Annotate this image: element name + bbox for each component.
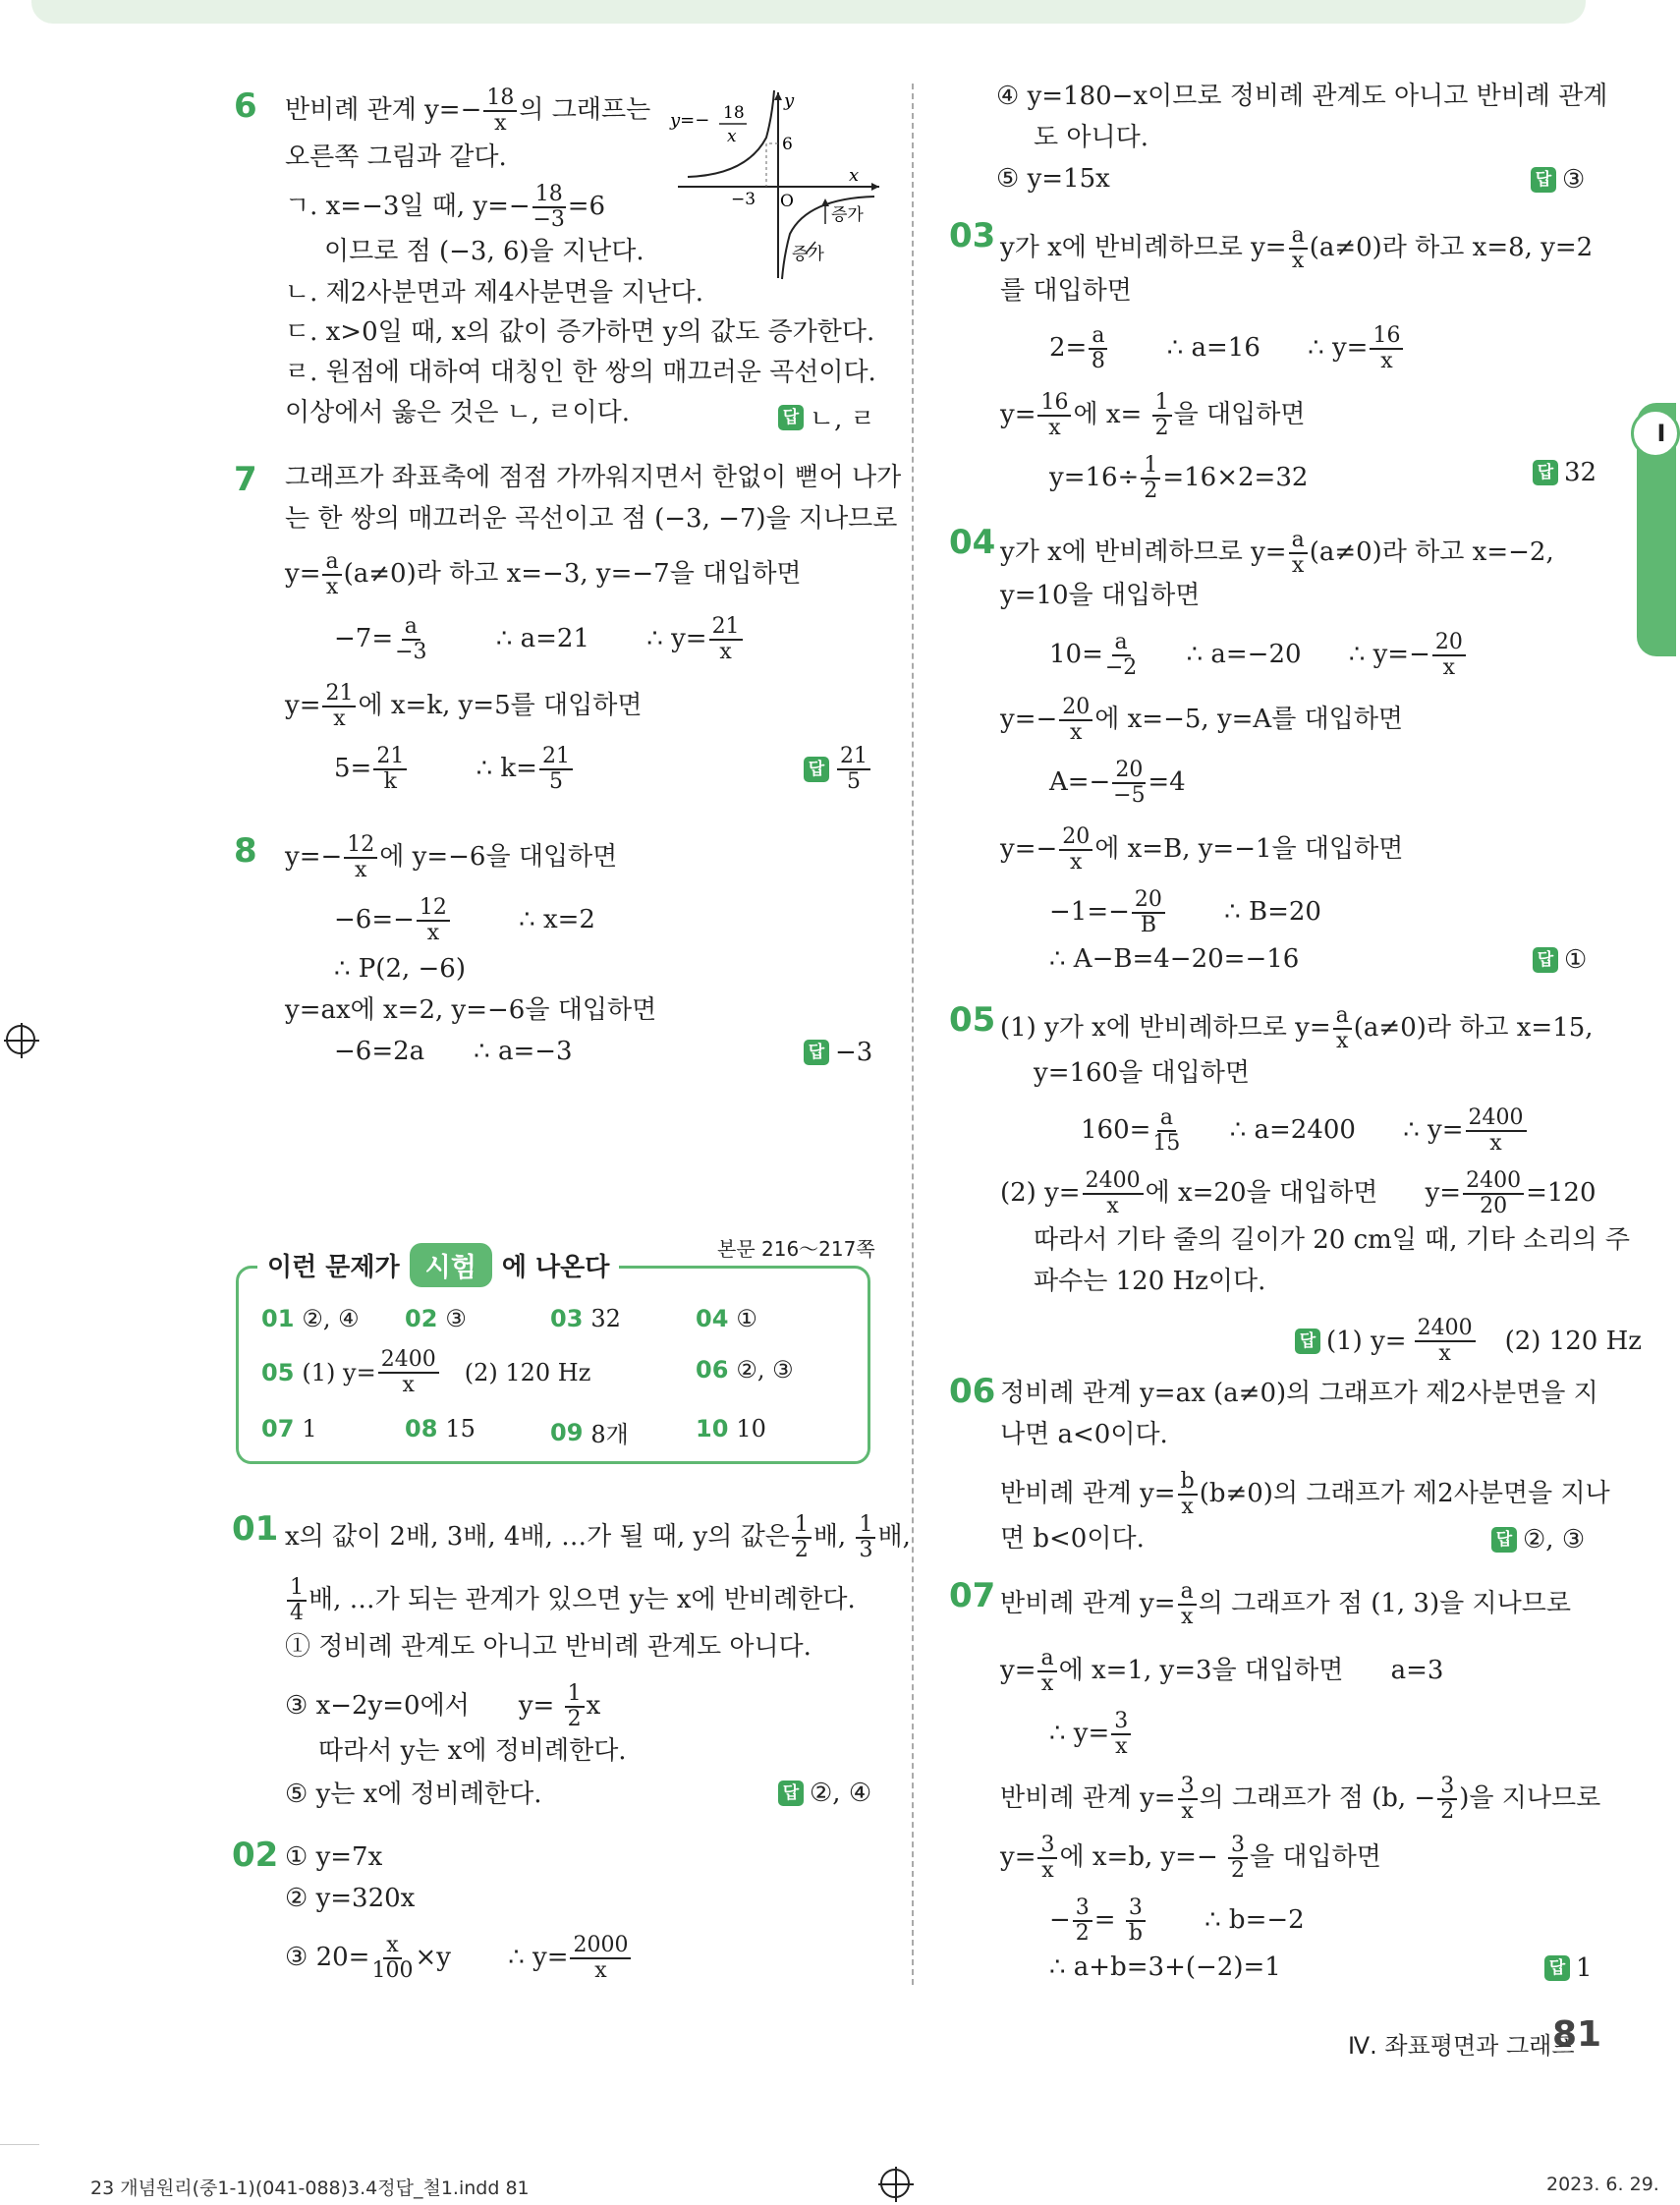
problem-number: 01 xyxy=(232,1509,279,1549)
graph-equation: y=− xyxy=(670,110,710,131)
answer: 답 ㄴ, ㄹ xyxy=(778,399,875,435)
text-line: 5= $\frac{21}{k}$ ∴ k= $\frac{21}{5}$ xyxy=(334,745,575,794)
text-line: −6=− $\frac{12}{x}$ ∴ x=2 xyxy=(334,895,595,945)
text-line: 따라서 기타 줄의 길이가 20 cm일 때, 기타 소리의 주 xyxy=(1034,1225,1631,1255)
problem-number: 07 xyxy=(949,1576,996,1615)
problem-number: 05 xyxy=(949,1000,996,1040)
answer: 답 ②, ③ xyxy=(1491,1525,1585,1555)
text-line: 그래프가 좌표축에 점점 가까워지면서 한없이 뻗어 나가 xyxy=(285,463,902,492)
print-date: 2023. 6. 29. xyxy=(1546,2174,1659,2195)
text-line: (2) y= $\frac{2400}{x}$ 에 x=20을 대입하면 y= $\frac{2400}{20}$ =120 xyxy=(1000,1168,1596,1218)
text-line: ∴ y= $\frac{3}{x}$ xyxy=(1049,1710,1133,1759)
x-tick-neg3: −3 xyxy=(731,190,756,209)
text-line: y=10을 대입하면 xyxy=(1000,581,1201,610)
answer-icon: 답 xyxy=(1491,1527,1517,1553)
chapter-label: Ⅳ. 좌표평면과 그래프 xyxy=(1348,2032,1575,2060)
answer: 답 ③ xyxy=(1531,165,1585,195)
text-line: 반비례 관계 y=− $\frac{18}{x}$ 의 그래프는 xyxy=(285,85,651,136)
text-line: ㄹ. 원점에 대하여 대칭인 한 쌍의 매끄러운 곡선이다. xyxy=(285,358,876,387)
page-reference: 본문 216～217쪽 xyxy=(717,1237,875,1261)
text-line: ⑤ y는 x에 정비례한다. xyxy=(285,1780,542,1809)
file-info: 23 개념원리(중1-1)(041-088)3.4정답_철1.indd 81 xyxy=(90,2177,530,2199)
text-line: 따라서 y는 x에 정비례한다. xyxy=(318,1736,627,1766)
text-line: y= $\frac{3}{x}$ 에 x=b, y=− $\frac{3}{2}$ 을 대입하면 xyxy=(1000,1833,1381,1883)
text-line: y가 x에 반비례하므로 y= $\frac{a}{x}$ (a≠0)라 하고 x=−2, xyxy=(1000,528,1554,578)
hyperbola-graph xyxy=(668,86,884,283)
text-line: 10= $\frac{a}{-2}$ ∴ a=−20 ∴ y=− $\frac{20}{x}$ xyxy=(1049,631,1468,680)
text-line: 를 대입하면 xyxy=(1000,276,1132,306)
text-line: A=− $\frac{20}{-5}$ =4 xyxy=(1049,758,1186,808)
text-line: 반비례 관계 y= $\frac{a}{x}$ 의 그래프가 점 (1, 3)을 지나므로 xyxy=(1000,1579,1571,1629)
exam-item: 02 ③ xyxy=(405,1305,467,1332)
exam-item: 07 1 xyxy=(261,1415,317,1442)
problem-number: 6 xyxy=(234,86,257,126)
text-line: 반비례 관계 y= $\frac{3}{x}$ 의 그래프가 점 (b, − $\frac{3}{2}$ )을 지나므로 xyxy=(1000,1774,1601,1824)
exam-item: 01 ②, ④ xyxy=(261,1305,360,1332)
text-line: 도 아니다. xyxy=(1034,123,1148,152)
text-line: y=− $\frac{20}{x}$ 에 x=−5, y=A를 대입하면 xyxy=(1000,695,1404,745)
exam-highlight: 시험 xyxy=(410,1243,492,1287)
text-line: ③ 20= $\frac{x}{100}$ ×y ∴ y= $\frac{2000}{x}$ xyxy=(285,1934,633,1983)
text-line: y= $\frac{a}{x}$ (a≠0)라 하고 x=−3, y=−7을 대입하면 xyxy=(285,549,802,599)
problem-number: 03 xyxy=(949,216,996,255)
chapter-side-label: I xyxy=(1631,409,1680,458)
text-line: ∴ P(2, −6) xyxy=(334,954,466,984)
text-line: − $\frac{3}{2}$ = $\frac{3}{b}$ ∴ b=−2 xyxy=(1049,1895,1305,1946)
text-line: ㄷ. x>0일 때, x의 값이 증가하면 y의 값도 증가한다. xyxy=(285,317,875,347)
answer-icon: 답 xyxy=(1295,1329,1320,1354)
problem-number: 8 xyxy=(234,831,257,871)
text-line: y=160을 대입하면 xyxy=(1034,1058,1250,1088)
text-line: ∴ a+b=3+(−2)=1 xyxy=(1049,1952,1281,1982)
answer-icon: 답 xyxy=(1533,947,1558,973)
increase-label: 증가 xyxy=(831,205,864,225)
text-line: ③ x−2y=0에서 y= $\frac{1}{2}$ x xyxy=(285,1681,601,1731)
answer: 답 ②, ④ xyxy=(778,1779,871,1808)
text-line: 이므로 점 (−3, 6)을 지난다. xyxy=(324,237,644,266)
page-number: 81 xyxy=(1552,2014,1602,2055)
text-line: y=− $\frac{20}{x}$ 에 x=B, y=−1을 대입하면 xyxy=(1000,824,1404,875)
text-line: 오른쪽 그림과 같다. xyxy=(285,142,507,172)
answer: 답 $\frac{21}{5}$ xyxy=(804,745,872,794)
text-line: ② y=320x xyxy=(285,1884,416,1913)
problem-number: 02 xyxy=(232,1836,279,1875)
text-line: y= $\frac{a}{x}$ 에 x=1, y=3을 대입하면 a=3 xyxy=(1000,1646,1444,1696)
top-band xyxy=(31,0,1586,24)
text-line: ㄴ. 제2사분면과 제4사분면을 지난다. xyxy=(285,278,704,308)
exam-box-header: 이런 문제가 시험 에 나온다 xyxy=(257,1240,619,1289)
text-line: 2= $\frac{a}{8}$ ∴ a=16 ∴ y= $\frac{16}{x}$ xyxy=(1049,324,1405,373)
text-line: ① 정비례 관계도 아니고 반비례 관계도 아니다. xyxy=(285,1632,812,1662)
exam-item: 09 8개 xyxy=(550,1418,629,1448)
text-line: y가 x에 반비례하므로 y= $\frac{a}{x}$ (a≠0)라 하고 x=8, y=2 xyxy=(1000,223,1594,273)
y-axis-label: y xyxy=(784,90,795,111)
text-line: 나면 a<0이다. xyxy=(1000,1420,1168,1449)
text-line: 160= $\frac{a}{15}$ ∴ a=2400 ∴ y= $\frac{2400}{x}$ xyxy=(1081,1106,1529,1156)
text-line: ① y=7x xyxy=(285,1842,383,1872)
answer: 답 ① xyxy=(1533,945,1587,975)
text-line: y=ax에 x=2, y=−6을 대입하면 xyxy=(285,995,657,1025)
text-line: 반비례 관계 y= $\frac{b}{x}$ (b≠0)의 그래프가 제2사분면을 지나 xyxy=(1000,1469,1610,1519)
exam-item: 10 10 xyxy=(696,1415,766,1442)
text-line: y=16÷ $\frac{1}{2}$ =16×2=32 xyxy=(1049,453,1309,503)
problem-number: 04 xyxy=(949,523,996,562)
text-line: ⑤ y=15x xyxy=(996,164,1110,194)
exam-item: 04 ① xyxy=(696,1305,757,1332)
text-line: 파수는 120 Hz이다. xyxy=(1034,1267,1266,1296)
text-line: ∴ A−B=4−20=−16 xyxy=(1049,944,1300,974)
answer-icon: 답 xyxy=(1544,1955,1570,1981)
text-line: −7= $\frac{a}{-3}$ ∴ a=21 ∴ y= $\frac{21}{x}$ xyxy=(334,615,745,664)
text-line: ④ y=180−x이므로 정비례 관계도 아니고 반비례 관계 xyxy=(996,82,1608,111)
answer-icon: 답 xyxy=(1533,460,1558,485)
origin-label: O xyxy=(780,192,794,211)
text-line: 정비례 관계 y=ax (a≠0)의 그래프가 제2사분면을 지 xyxy=(1000,1379,1598,1408)
y-tick-6: 6 xyxy=(782,135,793,154)
problem-number: 7 xyxy=(234,460,257,499)
answer: 답 (1) y= $\frac{2400}{x}$ (2) 120 Hz xyxy=(1295,1317,1642,1366)
column-divider xyxy=(912,84,914,1985)
text-line: y= $\frac{21}{x}$ 에 x=k, y=5를 대입하면 xyxy=(285,681,643,731)
increase-label: 증가 xyxy=(792,245,824,264)
text-line: $\frac{1}{4}$ 배, …가 되는 관계가 있으면 y는 x에 반비례한다. xyxy=(285,1576,856,1625)
answer-icon: 답 xyxy=(1531,167,1556,193)
answer: 답 −3 xyxy=(804,1038,872,1067)
text-line: −1=− $\frac{20}{B}$ ∴ B=20 xyxy=(1049,887,1321,937)
text-line: 이상에서 옳은 것은 ㄴ, ㄹ이다. xyxy=(285,398,630,427)
exam-item: 05 (1) y= $\frac{2400}{x}$ (2) 120 Hz xyxy=(261,1347,591,1397)
graph-equation-denominator: x xyxy=(727,127,737,146)
crop-mark xyxy=(0,2144,39,2145)
answer-icon: 답 xyxy=(804,1040,829,1065)
registration-mark-icon xyxy=(880,2169,910,2198)
problem-number: 06 xyxy=(949,1372,996,1411)
answer-icon: 답 xyxy=(778,405,804,430)
answer: 답 32 xyxy=(1533,458,1596,487)
text-line: (1) y가 x에 반비례하므로 y= $\frac{a}{x}$ (a≠0)라 하고 x=15, xyxy=(1000,1003,1594,1053)
text-line: y=− $\frac{12}{x}$ 에 y=−6을 대입하면 xyxy=(285,832,618,882)
graph-equation-numerator: 18 xyxy=(723,103,745,123)
text-line: 는 한 쌍의 매끄러운 곡선이고 점 (−3, −7)을 지나므로 xyxy=(285,504,898,534)
exam-item: 03 32 xyxy=(550,1305,621,1332)
text-line: 면 b<0이다. xyxy=(1000,1524,1145,1554)
exam-item: 06 ②, ③ xyxy=(696,1356,794,1384)
answer: 답 1 xyxy=(1544,1953,1593,1983)
text-line: −6=2a ∴ a=−3 xyxy=(334,1037,573,1066)
registration-mark-icon xyxy=(6,1025,35,1054)
text-line: y= $\frac{16}{x}$ 에 x= $\frac{1}{2}$ 을 대입하면 xyxy=(1000,390,1306,440)
x-axis-label: x xyxy=(849,165,860,186)
answer-icon: 답 xyxy=(804,757,829,782)
answer-icon: 답 xyxy=(778,1781,804,1806)
text-line: ㄱ. x=−3일 때, y=− $\frac{18}{-3}$ =6 xyxy=(285,182,606,232)
exam-item: 08 15 xyxy=(405,1415,476,1442)
text-line: x의 값이 2배, 3배, 4배, …가 될 때, y의 값은 $\frac{1}{2}$ 배, $\frac{1}{3}$ 배, xyxy=(285,1512,911,1562)
